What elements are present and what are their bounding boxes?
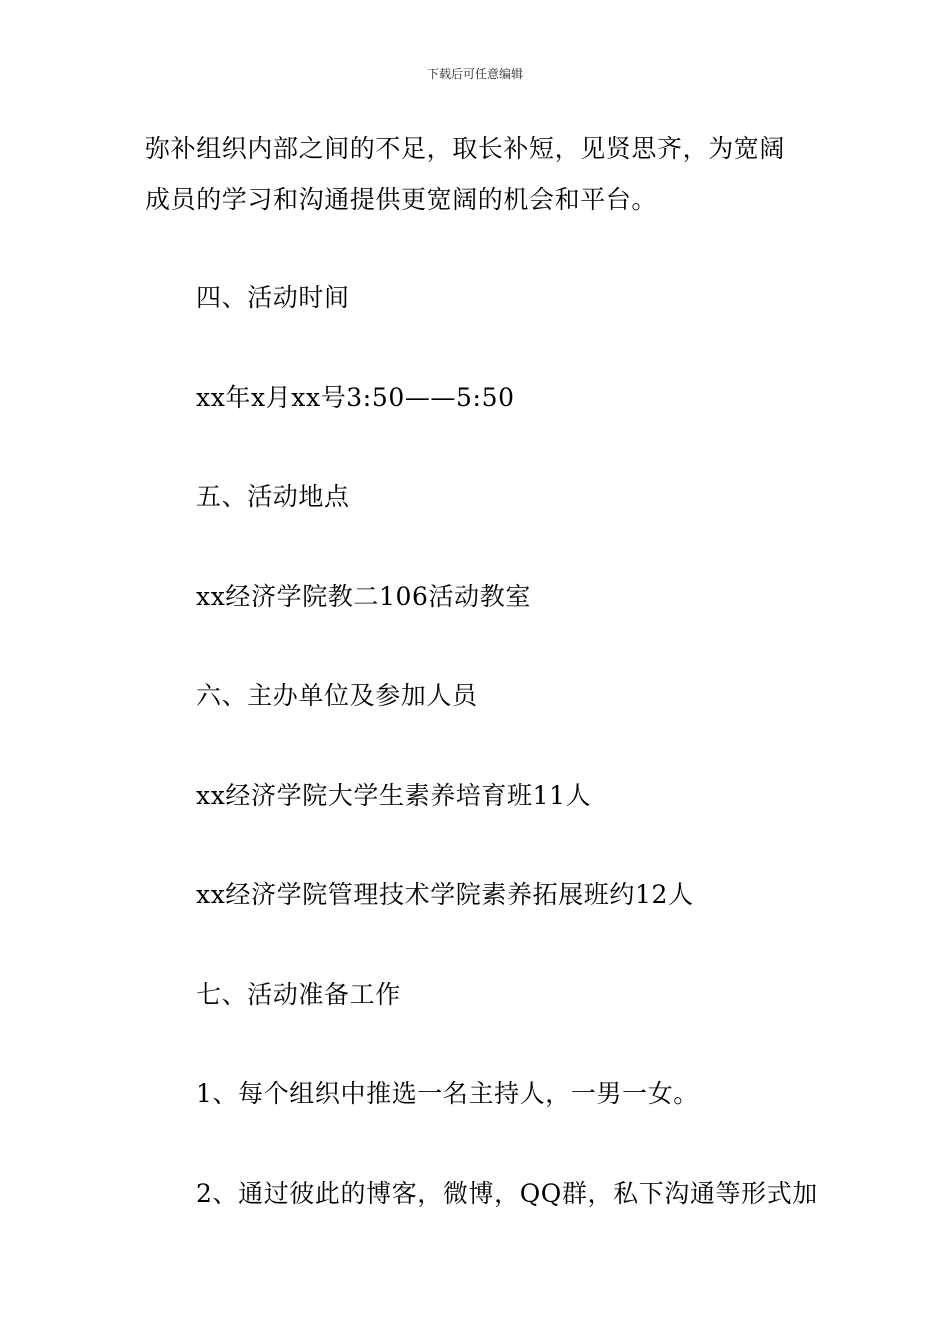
- page-header: 下载后可任意编辑: [426, 67, 523, 81]
- section-heading-preparation: 七、活动准备工作: [196, 980, 401, 1009]
- section-heading-time: 四、活动时间: [196, 283, 350, 312]
- body-text-line: 成员的学习和沟通提供更宽阔的机会和平台。: [145, 185, 658, 214]
- preparation-item: 1、每个组织中推选一名主持人，一男一女。: [196, 1079, 699, 1108]
- section-heading-organizers: 六、主办单位及参加人员: [196, 681, 478, 710]
- body-text-line: 弥补组织内部之间的不足，取长补短，见贤思齐，为宽阔: [145, 134, 786, 163]
- section-heading-location: 五、活动地点: [196, 482, 350, 511]
- activity-time: xx年x月xx号3:50——5:50: [196, 383, 515, 412]
- participant-group: xx经济学院管理技术学院素养拓展班约12人: [196, 880, 694, 909]
- preparation-item: 2、通过彼此的博客，微博，QQ群，私下沟通等形式加: [196, 1179, 818, 1208]
- activity-location: xx经济学院教二106活动教室: [196, 582, 531, 611]
- participant-group: xx经济学院大学生素养培育班11人: [196, 781, 592, 810]
